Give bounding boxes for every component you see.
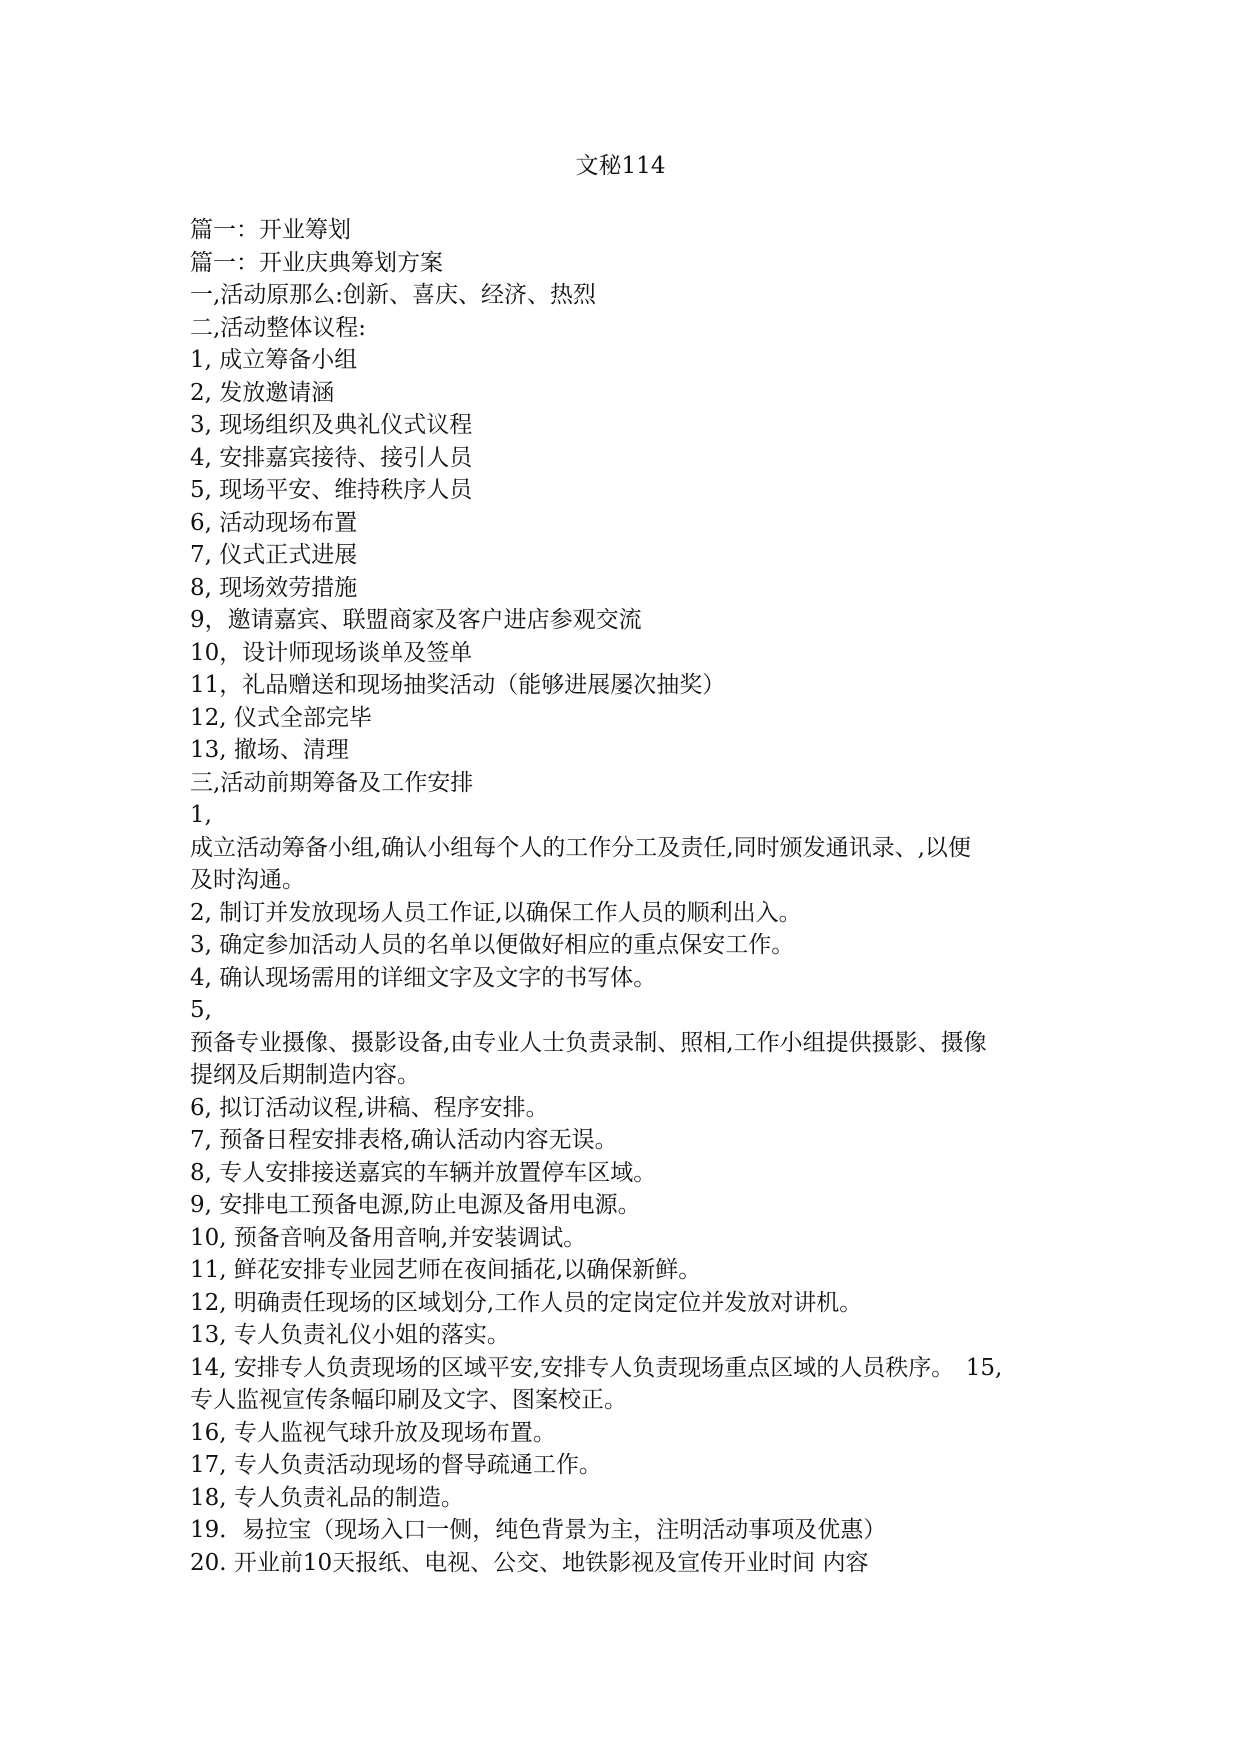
text-line: 10, 预备音响及备用音响,并安装调试。	[190, 1224, 587, 1251]
text-line: 5,	[190, 997, 212, 1023]
text-line: 3, 确定参加活动人员的名单以便做好相应的重点保安工作。	[190, 932, 795, 958]
text-line: 篇一：开业筹划	[190, 217, 351, 243]
text-line: 4, 安排嘉宾接待、接引人员	[190, 444, 473, 471]
text-line: 三,活动前期筹备及工作安排	[190, 769, 474, 796]
text-line: 7, 预备日程安排表格,确认活动内容无误。	[190, 1127, 618, 1153]
text-line: 13, 专人负责礼仪小姐的落实。	[190, 1322, 510, 1348]
text-line: 成立活动筹备小组,确认小组每个人的工作分工及责任,同时颁发通讯录、,以便	[190, 834, 971, 861]
text-line: 6, 活动现场布置	[190, 509, 358, 536]
text-line: 6, 拟订活动议程,讲稿、程序安排。	[190, 1094, 549, 1121]
text-line: 1, 成立筹备小组	[190, 347, 358, 373]
text-line: 18, 专人负责礼品的制造。	[190, 1484, 464, 1511]
text-line: 篇一：开业庆典筹划方案	[190, 249, 443, 276]
text-line: 及时沟通。	[190, 867, 305, 893]
text-line: 12, 仪式全部完毕	[190, 704, 372, 731]
text-line: 专人监视宣传条幅印刷及文字、图案校正。	[190, 1387, 627, 1413]
text-line: 8, 现场效劳措施	[190, 574, 358, 601]
text-line: 13, 撤场、清理	[190, 737, 349, 763]
text-line: 4, 确认现场需用的详细文字及文字的书写体。	[190, 964, 657, 991]
text-line: 11, 鲜花安排专业园艺师在夜间插花,以确保新鲜。	[190, 1257, 702, 1283]
document-body	[190, 214, 1060, 1579]
text-line: 二,活动整体议程:	[190, 314, 367, 341]
text-line: 16, 专人监视气球升放及现场布置。	[190, 1419, 556, 1446]
text-line: 预备专业摄像、摄影设备,由专业人士负责录制、照相,工作小组提供摄影、摄像	[190, 1029, 987, 1056]
text-line: 3, 现场组织及典礼仪式议程	[190, 412, 473, 438]
text-line: 2, 发放邀请涵	[190, 379, 335, 406]
document-title: 文秘114	[575, 153, 666, 179]
text-line: 20. 开业前10天报纸、电视、公交、地铁影视及宣传开业时间 内容	[190, 1549, 869, 1576]
text-line: 17, 专人负责活动现场的督导疏通工作。	[190, 1452, 602, 1478]
text-line: 11，礼品赠送和现场抽奖活动（能够进展屡次抽奖）	[190, 672, 726, 698]
text-line: 提纲及后期制造内容。	[190, 1062, 420, 1088]
text-line: 10，设计师现场谈单及签单	[190, 639, 473, 666]
text-line: 14, 安排专人负责现场的区域平安,安排专人负责现场重点区域的人员秩序。 15,	[190, 1354, 1003, 1381]
text-line: 5, 现场平安、维持秩序人员	[190, 477, 473, 503]
text-line: 一,活动原那么:创新、喜庆、经济、热烈	[190, 282, 597, 308]
text-line: 19．易拉宝（现场入口一侧，纯色背景为主，注明活动事项及优惠）	[190, 1517, 887, 1543]
text-line: 9，邀请嘉宾、联盟商家及客户进店参观交流	[190, 607, 642, 633]
text-line: 7, 仪式正式进展	[190, 542, 358, 568]
text-line: 2, 制订并发放现场人员工作证,以确保工作人员的顺利出入。	[190, 899, 802, 926]
text-line: 1,	[190, 802, 212, 828]
text-line: 8, 专人安排接送嘉宾的车辆并放置停车区域。	[190, 1159, 657, 1186]
text-line: 9, 安排电工预备电源,防止电源及备用电源。	[190, 1192, 641, 1218]
text-line: 12, 明确责任现场的区域划分,工作人员的定岗定位并发放对讲机。	[190, 1289, 863, 1316]
